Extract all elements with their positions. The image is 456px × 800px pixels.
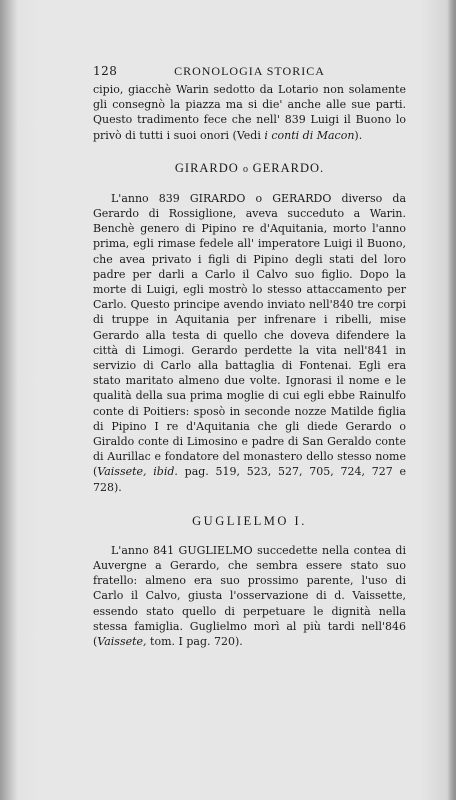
running-title: CRONOLOGIA STORICA xyxy=(174,64,325,78)
section-heading-girardo xyxy=(93,161,406,176)
page-content xyxy=(93,64,406,649)
page-edge-shadow xyxy=(448,0,456,800)
citation: Vaissete, ibid. xyxy=(97,465,178,479)
paragraph-text-end: pag. 519, 523, 527, 705, 724, 727 e 728). xyxy=(93,465,406,494)
binding-gutter xyxy=(0,0,18,800)
paragraph-guglielmo xyxy=(93,543,406,649)
paragraph-text-end: ). xyxy=(354,128,363,142)
page-number: 128 xyxy=(93,64,118,78)
paragraph-text: L'anno 841 GUGLIELMO succedette nella contea di Auvergne a Gerardo, che sembra essere stato suo fratello: almeno era suo prossimo parente, l'uso di Carlo il Calvo, giusta l'osservazione di d. Vaissette, essendo stato quello di perpetuare le dignità nella stessa famiglia. Guglielmo morì al più tardi nell'846 ( xyxy=(93,543,406,649)
paragraph-text-end: tom. I pag. 720). xyxy=(146,635,243,649)
paragraph-text: cipio, giacchè Warin sedotto da Lotario non solamente gli consegnò la piazza ma si die' anche alle sue parti. Questo tradimento fece che nell' 839 Luigi il Buono lo privò di tutti i suoi onori (Vedi xyxy=(93,83,406,142)
heading-conjunction: o xyxy=(242,163,249,175)
heading-name-2: GERARDO. xyxy=(252,160,325,175)
running-head xyxy=(93,64,406,82)
citation: Vaissete, xyxy=(97,635,147,649)
paragraph-girardo xyxy=(93,191,406,495)
section-heading-guglielmo: GUGLIELMO I. xyxy=(192,513,307,528)
paragraph-continued xyxy=(93,82,406,143)
paragraph-text: L'anno 839 GIRARDO o GERARDO diverso da Gerardo di Rossiglione, aveva succeduto a Warin. Benchè genero di Pipino re d'Aquitania, morto l'anno prima, egli rimase fedele all' imperatore Luigi il Buono, che avea privato i figli di Pipino degli stati del loro padre per darli a Carlo il Calvo suo figlio. Dopo la morte di Luigi, egli mostrò lo stesso attaccamento per Carlo. Questo principe avendo inviato nell'840 tre corpi di truppe in Aquitania per infrenare i ribelli, mise Gerardo alla testa di quello che doveva difendere la città di Limogi. Gerardo perdette la vita nell'841 in servizio di Carlo alla battaglia di Fontenai. Egli era stato maritato almeno due volte. Ignorasi il nome e le qualità della sua prima moglie di cui egli ebbe Rainulfo conte di Poitiers: sposò in seconde nozze Matilde figlia di Pipino I re d'Aquitania che gli diede Gerardo o Giraldo conte di Limosino e padre di San Geraldo conte di Aurillac e fondatore del monastero dello stesso nome ( xyxy=(93,191,406,479)
heading-name-1: GIRARDO xyxy=(174,160,239,175)
citation: i conti di Macon xyxy=(264,128,355,142)
